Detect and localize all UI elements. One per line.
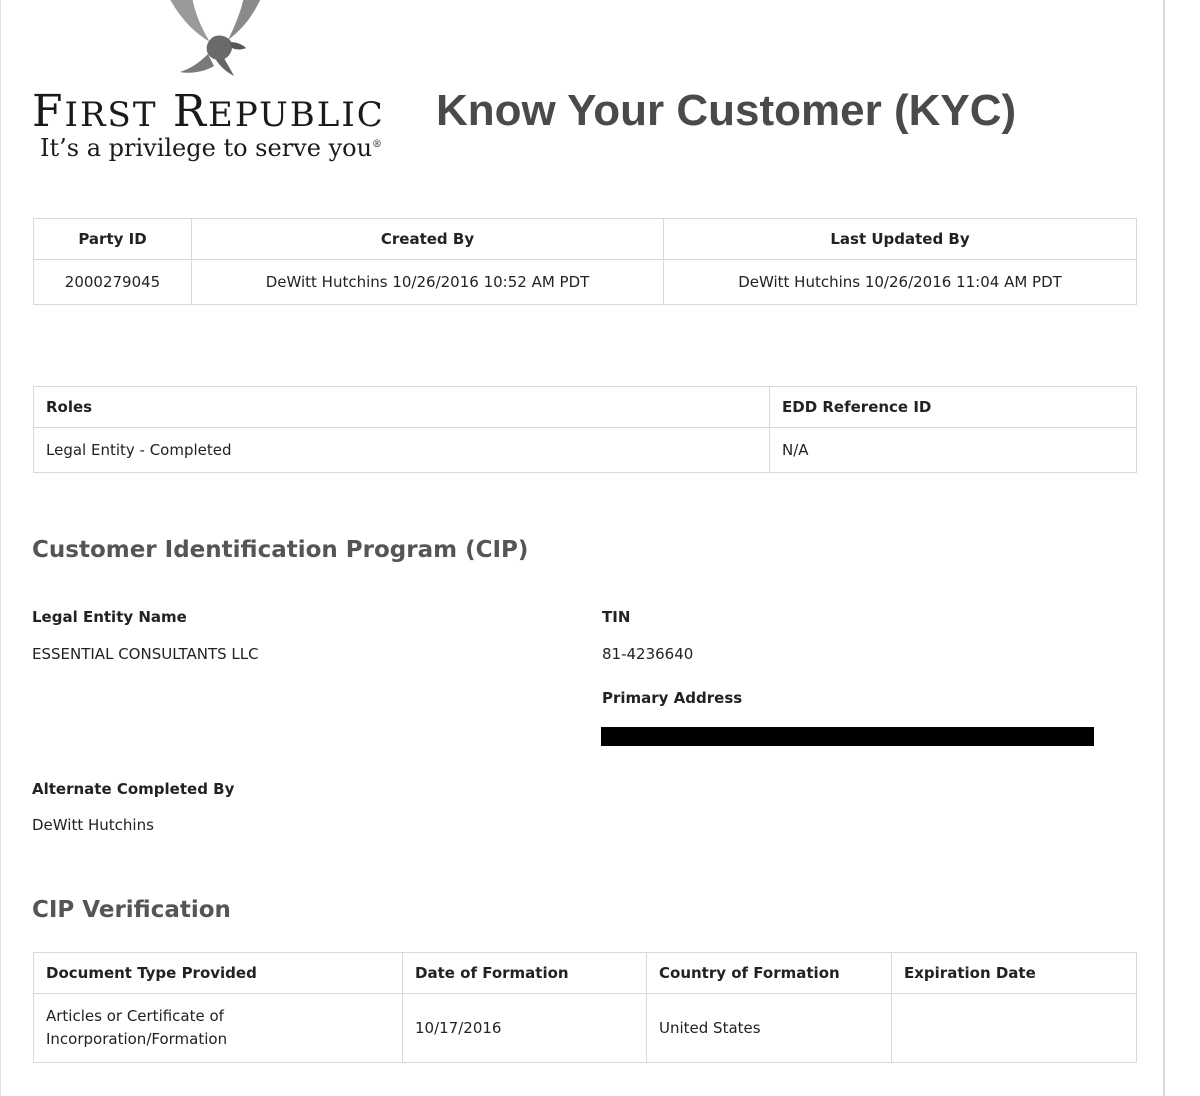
table-header-row (34, 953, 1137, 994)
alternate-completed-by-label: Alternate Completed By (32, 780, 235, 798)
cip-verification-table (33, 952, 1137, 1063)
edd-reference-id-value: N/A (770, 428, 1137, 473)
document-type-header: Document Type Provided (34, 953, 403, 994)
party-id-value: 2000279045 (34, 260, 192, 305)
logo-wordmark: FIRST REPUBLIC (32, 86, 385, 137)
eagle-logo-icon (150, 0, 280, 80)
document-type-value (34, 994, 403, 1063)
table-header-row (34, 387, 1137, 428)
created-by-value: DeWitt Hutchins 10/26/2016 10:52 AM PDT (192, 260, 664, 305)
last-updated-by-value: DeWitt Hutchins 10/26/2016 11:04 AM PDT (664, 260, 1137, 305)
tin-label: TIN (602, 608, 631, 626)
party-id-header: Party ID (34, 219, 192, 260)
roles-table (33, 386, 1137, 473)
last-updated-by-header: Last Updated By (664, 219, 1137, 260)
expiration-date-value (892, 994, 1137, 1063)
roles-value: Legal Entity - Completed (34, 428, 770, 473)
tin-value: 81-4236640 (602, 645, 694, 663)
legal-entity-name-label: Legal Entity Name (32, 608, 187, 626)
expiration-date-header: Expiration Date (892, 953, 1137, 994)
table-row (34, 994, 1137, 1063)
table-header-row (34, 219, 1137, 260)
party-info-table (33, 218, 1137, 305)
country-of-formation-header: Country of Formation (647, 953, 892, 994)
document-type-line-2: Incorporation/Formation (46, 1030, 228, 1048)
date-of-formation-value: 10/17/2016 (403, 994, 647, 1063)
table-row (34, 260, 1137, 305)
logo-tagline: It’s a privilege to serve you® (40, 134, 383, 162)
created-by-header: Created By (192, 219, 664, 260)
edd-reference-id-header: EDD Reference ID (770, 387, 1137, 428)
country-of-formation-value: United States (647, 994, 892, 1063)
primary-address-label: Primary Address (602, 689, 743, 707)
cip-verification-title: CIP Verification (32, 897, 231, 923)
legal-entity-name-value: ESSENTIAL CONSULTANTS LLC (32, 645, 259, 663)
cip-section-title: Customer Identification Program (CIP) (32, 537, 529, 563)
table-row (34, 428, 1137, 473)
roles-header: Roles (34, 387, 770, 428)
page-title: Know Your Customer (KYC) (436, 86, 1017, 135)
document-type-line-1: Articles or Certificate of (46, 1007, 224, 1025)
date-of-formation-header: Date of Formation (403, 953, 647, 994)
primary-address-redaction (601, 727, 1094, 746)
alternate-completed-by-value: DeWitt Hutchins (32, 816, 154, 834)
